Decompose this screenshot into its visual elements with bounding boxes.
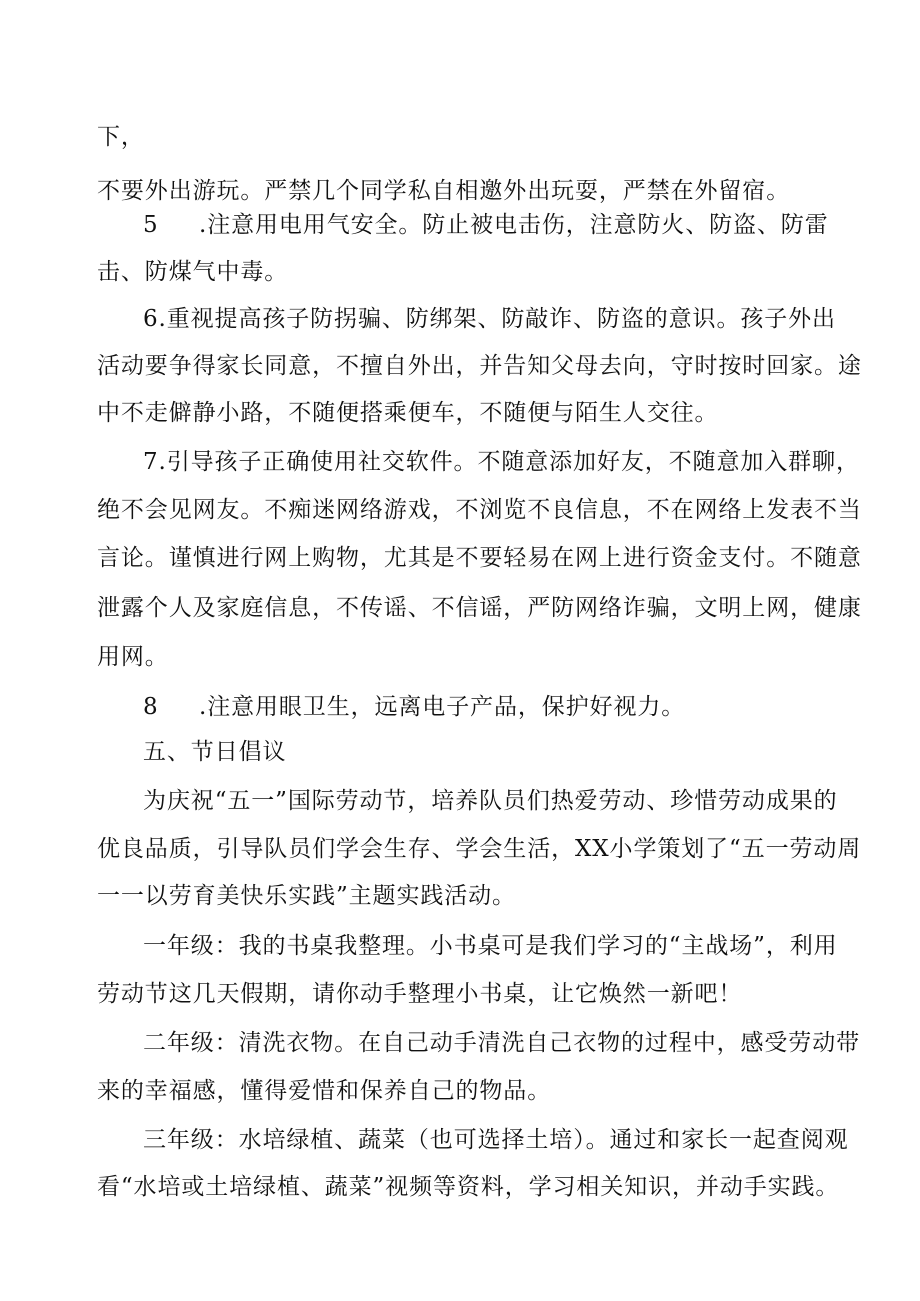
text-line: 泄露个人及家庭信息，不传谣、不信谣，严防网络诈骗，文明上网，健康 — [97, 595, 862, 621]
text-line: 为庆祝“五一”国际劳动节，培养队员们热爱劳动、珍惜劳动成果的 — [143, 788, 838, 814]
text-line: 劳动节这几天假期，请你动手整理小书桌，让它焕然一新吧！ — [97, 981, 743, 1007]
text-line: 击、防煤气中毒。 — [97, 259, 289, 285]
text-line: 三年级：水培绿植、蔬菜（也可选择土培）。通过和家长一起查阅观 — [143, 1127, 849, 1153]
text-line: 二年级：清洗衣物。在自己动手清洗自己衣物的过程中，感受劳动带 — [143, 1030, 860, 1056]
list-number: 8 — [143, 694, 159, 720]
list-item-6: 6.重视提高孩子防拐骗、防绑架、防敲诈、防盗的意识。孩子外出 — [143, 306, 836, 332]
text-line: 看“水培或土培绿植、蔬菜”视频等资料，学习相关知识，并动手实践。 — [97, 1174, 840, 1200]
text-line: 下， — [97, 124, 145, 150]
text-line: 用网。 — [97, 644, 169, 670]
text-line: 绝不会见网友。不痴迷网络游戏，不浏览不良信息，不在网络上发表不当 — [97, 497, 862, 523]
list-number: 5 — [143, 212, 159, 238]
text-line: 优良品质，引导队员们学会生存、学会生活，XX小学策划了“五一劳动周 — [97, 836, 862, 862]
text-line: 一年级：我的书桌我整理。小书桌可是我们学习的“主战场”，利用 — [143, 933, 838, 959]
text-line: 言论。谨慎进行网上购物，尤其是不要轻易在网上进行资金支付。不随意 — [97, 545, 862, 571]
text-line: 不要外出游玩。严禁几个同学私自相邀外出玩耍，严禁在外留宿。 — [97, 178, 791, 204]
text-line: 活动要争得家长同意，不擅自外出，并告知父母去向，守时按时回家。途 — [97, 353, 862, 379]
list-item-8 — [143, 688, 685, 721]
list-item-7: 7.引导孩子正确使用社交软件。不随意添加好友，不随意加入群聊， — [143, 449, 860, 475]
text-line: 中不走僻静小路，不随便搭乘便车，不随便与陌生人交往。 — [97, 400, 719, 426]
text-line: .注意用眼卫生，远离电子产品，保护好视力。 — [199, 694, 686, 720]
section-heading: 五、节日倡议 — [143, 739, 287, 765]
list-item-5 — [143, 206, 829, 239]
text-line: 一一以劳育美快乐实践”主题实践活动。 — [97, 883, 516, 909]
text-line: 来的幸福感，懂得爱惜和保养自己的物品。 — [97, 1078, 552, 1104]
text-line: .注意用电用气安全。防止被电击伤，注意防火、防盗、防雷 — [199, 212, 829, 238]
